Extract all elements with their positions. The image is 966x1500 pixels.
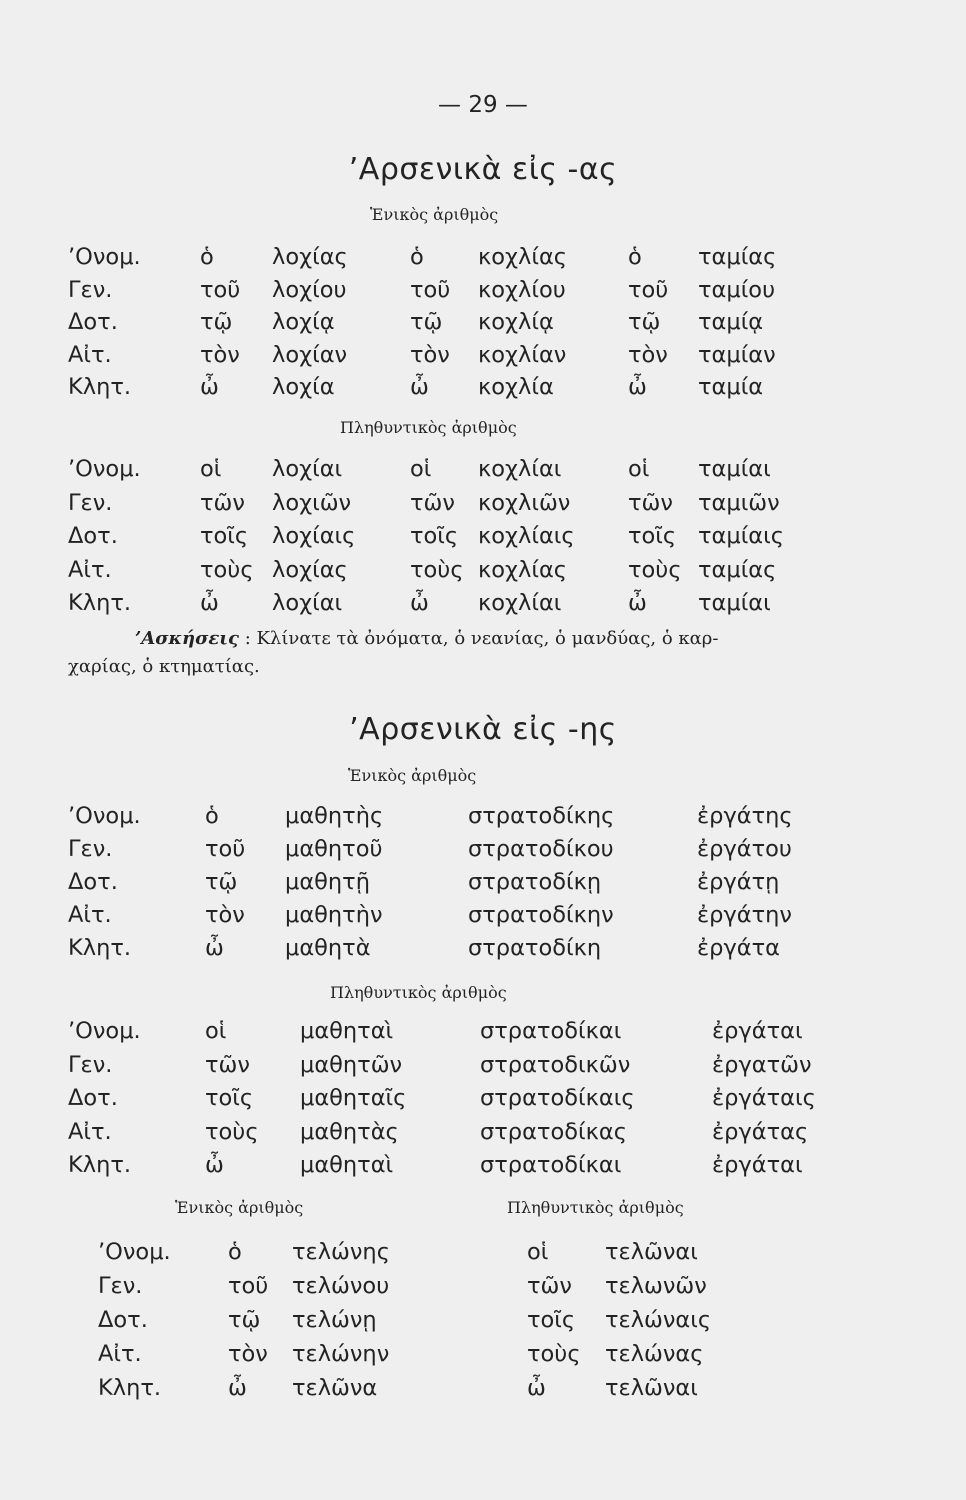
section1-singular-cell: κοχλίας (478, 244, 567, 270)
section3-cell: τελώνην (292, 1341, 390, 1367)
section2-singular-cell: Δοτ. (68, 869, 118, 895)
section1-singular-cell: τῷ (628, 309, 661, 335)
section1-singular-cell: τὸν (410, 341, 450, 368)
section2-plural-cell: τῶν (205, 1051, 250, 1078)
section3-cell: τοὺς (527, 1341, 581, 1367)
section2-plural-cell: στρατοδίκαι (480, 1152, 622, 1178)
section2-singular-cell: ἐργάτου (697, 836, 792, 862)
section2-plural-cell: ἐργάταις (712, 1085, 816, 1111)
section2-plural-cell: Γεν. (68, 1051, 113, 1078)
section2-plural-cell: ἐργάται (712, 1018, 803, 1044)
section2-plural-cell: στρατοδίκαι (480, 1018, 622, 1044)
section2-plural-label: Πληθυντικὸς ἀριθμὸς (330, 983, 507, 1002)
section1-plural-cell: λοχίαι (272, 456, 343, 482)
section1-plural-cell: ταμίαι (698, 590, 771, 616)
section1-plural-cell: οἱ (200, 456, 222, 482)
section3-cell: τελώνου (292, 1273, 390, 1299)
section1-plural-cell: ταμίαις (698, 523, 784, 549)
section1-plural-cell: τοῖς (200, 523, 249, 549)
section1-plural-cell: τοὺς (200, 556, 254, 583)
section1-singular-cell: τῷ (200, 309, 233, 335)
section3-cell: Αἰτ. (98, 1341, 142, 1367)
section1-plural-cell: τῶν (200, 489, 245, 516)
section1-singular-cell: ὦ (628, 374, 647, 400)
section1-singular-cell: κοχλίου (478, 276, 566, 303)
section3-cell: τελῶναι (605, 1375, 698, 1401)
section3-cell: ὁ (228, 1239, 242, 1265)
section1-singular-cell: Αἰτ. (68, 341, 112, 368)
section2-singular-cell: ὦ (205, 935, 224, 961)
section1-singular-cell: λοχίου (272, 276, 347, 303)
section1-plural-cell: Δοτ. (68, 523, 118, 549)
section3-cell: τῶν (527, 1273, 572, 1299)
section1-singular-cell: ὁ (628, 244, 642, 270)
section2-title: ’Αρσενικὰ εἰς -ης (349, 712, 617, 747)
section2-plural-cell: μαθηταῖς (300, 1085, 407, 1111)
section1-plural-cell: Γεν. (68, 489, 113, 516)
section3-cell: τῷ (228, 1307, 261, 1333)
section1-singular-cell: τοῦ (628, 276, 669, 303)
section2-singular-cell: στρατοδίκη (468, 935, 602, 961)
section2-plural-cell: ἐργάται (712, 1152, 803, 1178)
section1-singular-label: Ἑνικὸς ἀριθμὸς (370, 205, 499, 224)
section3-cell: τελῶναι (605, 1239, 698, 1265)
section1-singular-cell: ὁ (200, 244, 214, 270)
section2-singular-cell: Κλητ. (68, 935, 132, 961)
section1-singular-cell: τοῦ (410, 276, 451, 303)
section2-singular-cell: στρατοδίκην (468, 902, 614, 928)
section2-singular-cell: μαθητὰ (285, 935, 371, 961)
section2-plural-cell: τοὺς (205, 1118, 259, 1145)
section3-cell: τελώναις (605, 1307, 712, 1333)
section3-plural-label: Πληθυντικὸς ἀριθμὸς (507, 1198, 684, 1217)
section1-plural-cell: οἱ (410, 456, 432, 482)
section1-plural-cell: ’Ονομ. (68, 456, 141, 482)
section1-plural-label: Πληθυντικὸς ἀριθμὸς (340, 418, 517, 437)
section1-plural-cell: λοχίαις (272, 523, 356, 549)
section1-plural-cell: ὦ (410, 590, 429, 616)
section2-singular-cell: Αἰτ. (68, 902, 112, 928)
section1-plural-cell: λοχίας (272, 556, 348, 583)
section2-singular-cell: μαθητὴν (285, 902, 383, 928)
section2-singular-cell: ἐργάτης (697, 803, 793, 829)
section1-singular-cell: ὁ (410, 244, 424, 270)
section1-plural-cell: Αἰτ. (68, 556, 112, 583)
exercise-line-1 (135, 628, 718, 649)
section1-plural-cell: τοῖς (410, 523, 459, 549)
section2-plural-cell: τοῖς (205, 1085, 254, 1111)
section1-singular-cell: κοχλία (478, 374, 554, 400)
section3-cell: οἱ (527, 1239, 549, 1265)
page-number: — 29 — (438, 92, 528, 118)
section2-plural-cell: ’Ονομ. (68, 1018, 141, 1044)
section1-plural-cell: τῶν (410, 489, 455, 516)
section1-singular-cell: Γεν. (68, 276, 113, 303)
section1-plural-cell: ταμιῶν (698, 489, 780, 516)
section2-singular-label: Ἑνικὸς ἀριθμὸς (348, 766, 477, 785)
section1-plural-cell: κοχλίαι (478, 456, 562, 482)
section2-singular-cell: στρατοδίκου (468, 836, 614, 862)
section3-cell: τελώνῃ (292, 1307, 377, 1333)
section2-singular-cell: μαθητὴς (285, 803, 384, 829)
section3-cell: τελωνῶν (605, 1273, 707, 1299)
section3-cell: ’Ονομ. (98, 1239, 171, 1265)
section2-plural-cell: στρατοδίκας (480, 1118, 627, 1145)
section1-singular-cell: κοχλίᾳ (478, 309, 554, 335)
section2-plural-cell: μαθηταὶ (300, 1018, 394, 1044)
section1-singular-cell: τὸν (200, 341, 240, 368)
section1-plural-cell: τῶν (628, 489, 673, 516)
exercise-label: ’Ασκήσεις (135, 628, 239, 649)
section1-plural-cell: κοχλίας (478, 556, 567, 583)
section1-singular-cell: τῷ (410, 309, 443, 335)
section1-singular-cell: τὸν (628, 341, 668, 368)
section3-cell: τελώνας (605, 1341, 704, 1367)
exercise-text-1: : Κλίνατε τὰ ὀνόματα, ὁ νεανίας, ὁ μανδύας, ὁ καρ- (244, 628, 719, 649)
section2-plural-cell: Κλητ. (68, 1152, 132, 1178)
section2-singular-cell: ἐργάτῃ (697, 869, 780, 895)
section2-plural-cell: μαθητῶν (300, 1051, 403, 1078)
section1-singular-cell: ταμίου (698, 276, 776, 303)
section2-singular-cell: Γεν. (68, 836, 113, 862)
section2-plural-cell: μαθηταὶ (300, 1152, 394, 1178)
section2-plural-cell: οἱ (205, 1018, 227, 1044)
section1-singular-cell: κοχλίαν (478, 341, 567, 368)
section3-cell: Δοτ. (98, 1307, 148, 1333)
section2-singular-cell: μαθητῇ (285, 869, 370, 895)
section1-singular-cell: ταμίας (698, 244, 777, 270)
exercise-line-2: χαρίας, ὁ κτηματίας. (68, 656, 260, 677)
section2-singular-cell: μαθητοῦ (285, 836, 383, 862)
section3-cell: τοῖς (527, 1307, 576, 1333)
section1-plural-cell: κοχλίαις (478, 523, 575, 549)
section1-singular-cell: Κλητ. (68, 374, 132, 400)
section1-plural-cell: λοχίαι (272, 590, 343, 616)
section3-cell: Γεν. (98, 1273, 143, 1299)
section1-singular-cell: τοῦ (200, 276, 241, 303)
section2-singular-cell: τῷ (205, 869, 238, 895)
section1-plural-cell: ὦ (200, 590, 219, 616)
section1-singular-cell: λοχία (272, 374, 335, 400)
section2-plural-cell: ὦ (205, 1152, 224, 1178)
section1-singular-cell: λοχίας (272, 244, 348, 270)
section2-singular-cell: στρατοδίκῃ (468, 869, 602, 895)
section1-plural-cell: Κλητ. (68, 590, 132, 616)
section1-plural-cell: τοῖς (628, 523, 677, 549)
section1-plural-cell: τοὺς (410, 556, 464, 583)
section1-plural-cell: κοχλίαι (478, 590, 562, 616)
section2-plural-cell: Αἰτ. (68, 1118, 112, 1145)
section1-title: ’Αρσενικὰ εἰς -ας (348, 152, 618, 187)
section3-cell: τελώνης (292, 1239, 390, 1265)
section1-plural-cell: ὦ (628, 590, 647, 616)
section2-plural-cell: στρατοδίκαις (480, 1085, 635, 1111)
section2-singular-cell: ἐργάτα (697, 935, 780, 961)
section3-cell: τοῦ (228, 1273, 269, 1299)
section3-cell: Κλητ. (98, 1375, 162, 1401)
section2-plural-cell: ἐργάτας (712, 1118, 809, 1145)
section1-singular-cell: ὦ (410, 374, 429, 400)
section1-plural-cell: τοὺς (628, 556, 682, 583)
section3-cell: ὦ (228, 1375, 247, 1401)
section1-plural-cell: λοχιῶν (272, 489, 352, 516)
section1-singular-cell: λοχίαν (272, 341, 348, 368)
section3-cell: τελῶνα (292, 1375, 378, 1401)
section2-plural-cell: στρατοδικῶν (480, 1051, 631, 1078)
section1-singular-cell: ’Ονομ. (68, 244, 141, 270)
section1-plural-cell: οἱ (628, 456, 650, 482)
section2-plural-cell: Δοτ. (68, 1085, 118, 1111)
section2-plural-cell: μαθητὰς (300, 1118, 399, 1145)
section1-singular-cell: Δοτ. (68, 309, 118, 335)
section1-singular-cell: λοχίᾳ (272, 309, 335, 335)
section2-singular-cell: ’Ονομ. (68, 803, 141, 829)
section1-plural-cell: ταμίαι (698, 456, 771, 482)
section1-singular-cell: ταμία (698, 374, 764, 400)
section1-singular-cell: ταμίαν (698, 341, 776, 368)
section3-cell: ὦ (527, 1375, 546, 1401)
section2-singular-cell: ἐργάτην (697, 902, 792, 928)
section3-cell: τὸν (228, 1341, 268, 1367)
section1-plural-cell: κοχλιῶν (478, 489, 571, 516)
section2-singular-cell: τὸν (205, 902, 245, 928)
section2-plural-cell: ἐργατῶν (712, 1051, 812, 1078)
section2-singular-cell: τοῦ (205, 836, 246, 862)
section2-singular-cell: ὁ (205, 803, 219, 829)
section1-singular-cell: ὦ (200, 374, 219, 400)
section3-singular-label: Ἑνικὸς ἀριθμὸς (175, 1198, 304, 1217)
section2-singular-cell: στρατοδίκης (468, 803, 615, 829)
section1-singular-cell: ταμίᾳ (698, 309, 764, 335)
section1-plural-cell: ταμίας (698, 556, 777, 583)
